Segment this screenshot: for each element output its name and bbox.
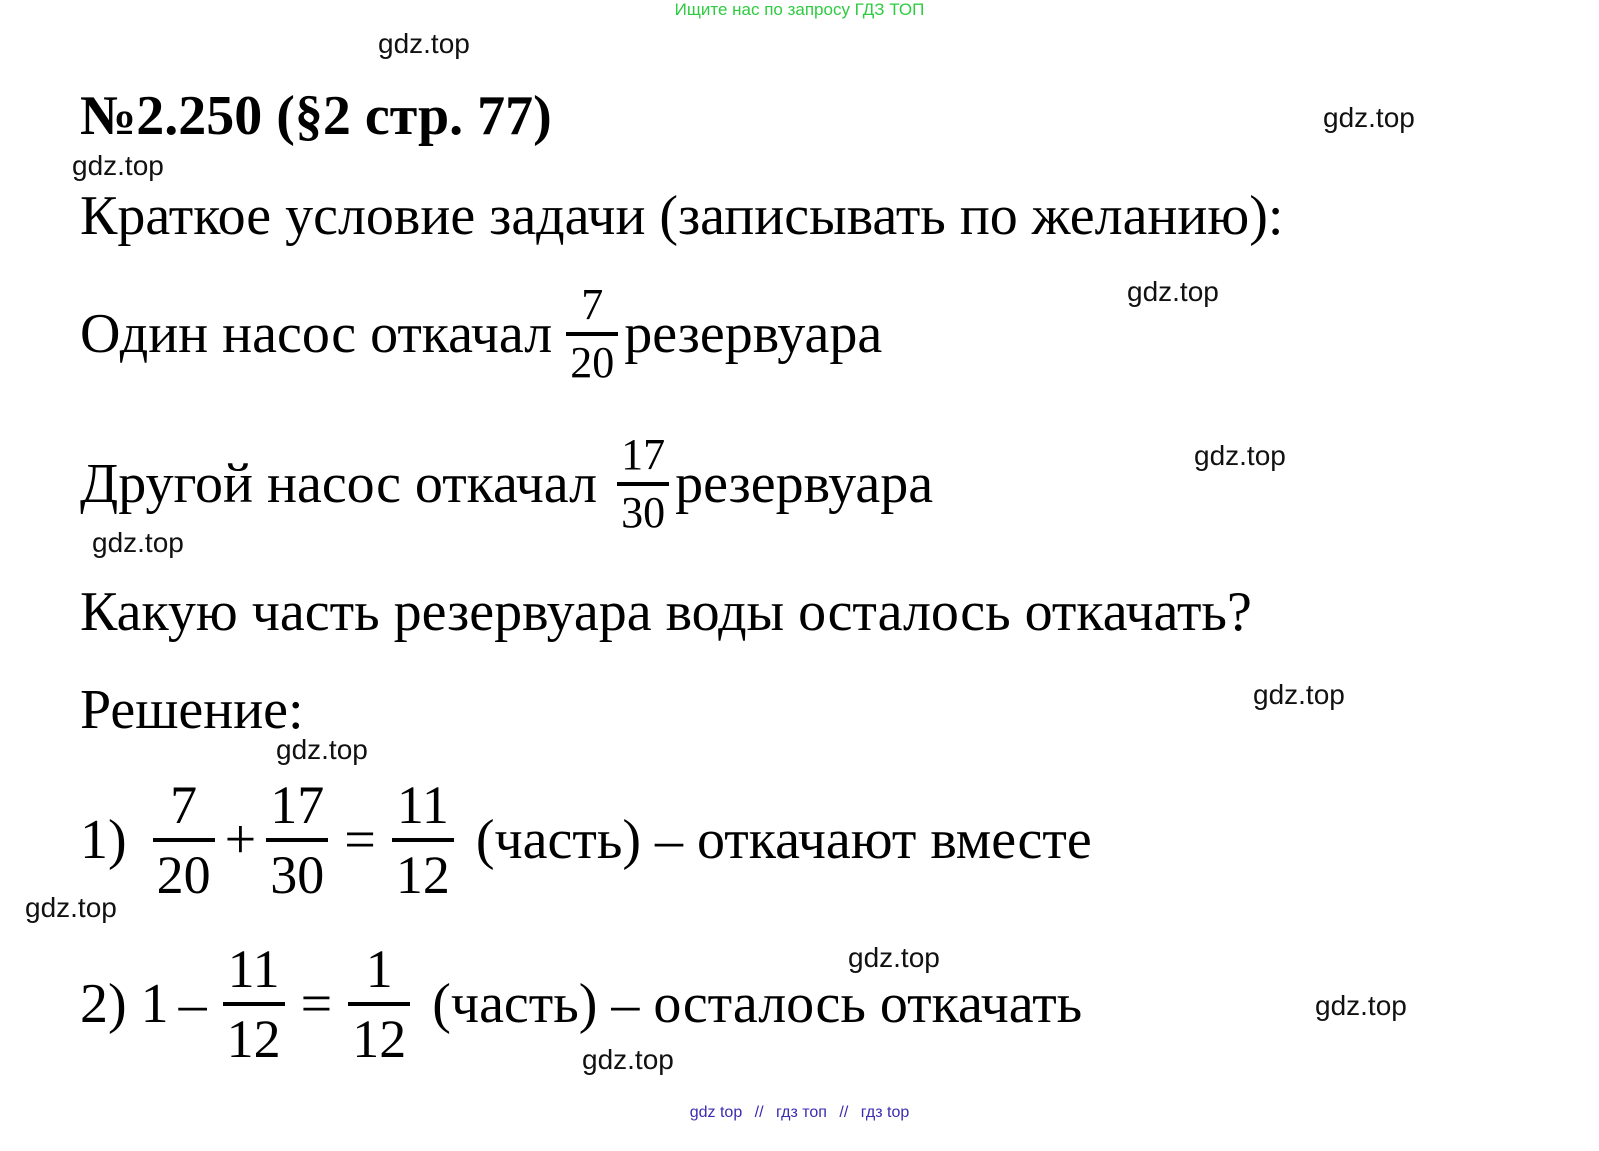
watermark: gdz.top (276, 734, 368, 765)
pump2-line (80, 432, 933, 536)
step1-label: 1) (80, 809, 127, 871)
problem-title: №2.250 (§2 стр. 77) (80, 85, 552, 147)
watermark: gdz.top (582, 1044, 674, 1075)
watermark: gdz.top (92, 527, 184, 558)
watermark: gdz.top (1315, 990, 1407, 1021)
fraction-denominator: 30 (621, 488, 666, 537)
watermark: gdz.top (25, 892, 117, 923)
watermark: gdz.top (72, 150, 164, 181)
footer-separator: // (754, 1104, 764, 1121)
step1-fraction-a (153, 776, 215, 904)
fraction-bar (566, 332, 618, 336)
fraction-numerator: 1 (365, 939, 393, 999)
fraction-numerator: 11 (227, 939, 280, 999)
step2-fraction-a (223, 940, 285, 1068)
fraction-bar (617, 482, 669, 486)
top-banner[interactable]: Ищите нас по запросу ГДЗ ТОП (674, 0, 925, 19)
plus-sign: + (224, 809, 257, 871)
fraction-bar (266, 838, 328, 842)
watermark: gdz.top (1253, 679, 1345, 710)
watermark: gdz.top (1194, 440, 1286, 471)
fraction-bar (392, 838, 454, 842)
pump2-suffix: резервуара (675, 453, 934, 515)
question-text: Какую часть резервуара воды осталось откачать? (80, 581, 1252, 643)
pump1-suffix: резервуара (624, 303, 883, 365)
pump2-prefix: Другой насос откачал (80, 453, 598, 515)
fraction-numerator: 7 (581, 280, 604, 329)
fraction-denominator: 20 (156, 845, 211, 905)
pump1-line (80, 282, 882, 386)
step1-comment: (часть) – откачают вместе (475, 809, 1092, 871)
step2-fraction-result (348, 940, 410, 1068)
minus-sign: – (178, 973, 207, 1035)
watermark: gdz.top (1127, 276, 1219, 307)
pump2-fraction (617, 432, 669, 536)
equals-sign: = (344, 809, 376, 871)
solution-heading: Решение: (80, 679, 304, 741)
footer-link-gdz-top[interactable]: gdz top (689, 1104, 743, 1121)
pump1-fraction (566, 282, 618, 386)
fraction-numerator: 7 (170, 775, 198, 835)
fraction-bar (223, 1002, 285, 1006)
fraction-bar (153, 838, 215, 842)
fraction-denominator: 30 (270, 845, 325, 905)
step2-line (80, 940, 1082, 1068)
step2-comment: (часть) – осталось откачать (432, 973, 1083, 1035)
pump1-prefix: Один насос откачал (80, 303, 553, 365)
fraction-numerator: 11 (396, 775, 449, 835)
fraction-bar (348, 1002, 410, 1006)
watermark: gdz.top (378, 28, 470, 59)
fraction-denominator: 12 (226, 1009, 281, 1069)
footer-link-gdz-top-ru[interactable]: гдз топ (776, 1104, 827, 1121)
condition-heading: Краткое условие задачи (записывать по желанию): (80, 185, 1284, 247)
fraction-denominator: 20 (570, 338, 615, 387)
fraction-denominator: 12 (352, 1009, 407, 1069)
footer-link-gdz-top-mixed[interactable]: гдз top (860, 1104, 910, 1121)
watermark: gdz.top (848, 942, 940, 973)
step1-line (80, 776, 1092, 904)
footer-links (0, 1104, 1599, 1122)
fraction-numerator: 17 (621, 430, 666, 479)
equals-sign: = (300, 973, 333, 1035)
fraction-denominator: 12 (395, 845, 450, 905)
fraction-numerator: 17 (270, 775, 325, 835)
step2-label: 2) 1 (80, 973, 169, 1035)
watermark: gdz.top (1323, 102, 1415, 133)
footer-separator: // (839, 1104, 849, 1121)
step1-fraction-result (392, 776, 454, 904)
step1-fraction-b (266, 776, 328, 904)
